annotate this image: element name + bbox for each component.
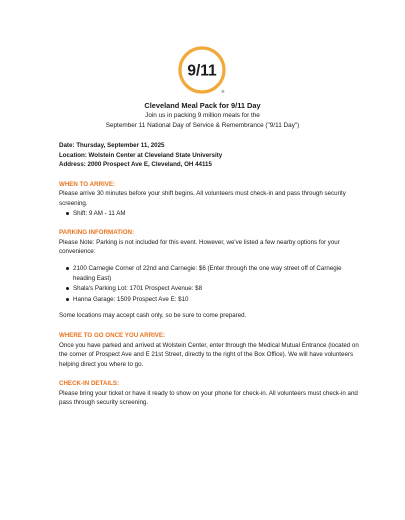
event-header	[0, 101, 405, 131]
section-where-to-go	[59, 331, 359, 369]
event-location: Location: Wolstein Center at Cleveland State University	[59, 151, 223, 159]
event-details-content	[59, 141, 359, 408]
section-heading-arrive: WHEN TO ARRIVE:	[59, 180, 116, 188]
section-heading-where: WHERE TO GO ONCE YOU ARRIVE:	[59, 331, 166, 339]
section-parking-information	[59, 228, 359, 321]
checkin-text: Please bring your ticket or have it ready to show on your phone for check-in. All volunteers must check-in and pass through security screening.	[59, 389, 358, 407]
parking-option: Hanna Garage: 1509 Prospect Ave E: $10	[73, 295, 359, 305]
parking-option: 2100 Carnegie Corner of 22nd and Carnegie: $6 (Enter through the one way street off of Carnegie heading East)	[73, 264, 359, 283]
event-subtitle-line-2: September 11 National Day of Service & Remembrance ("9/11 Day")	[105, 122, 300, 129]
section-heading-checkin: CHECK-IN DETAILS:	[59, 380, 120, 388]
shift-list	[59, 209, 359, 219]
event-subtitle-line-1: Join us in packing 9 million meals for the	[145, 112, 260, 119]
event-date: Date: Thursday, September 11, 2025	[59, 142, 165, 149]
shift-item: Shift: 9 AM - 11 AM	[73, 209, 359, 219]
parking-options-list	[59, 264, 359, 304]
section-check-in	[59, 379, 359, 408]
event-address: Address: 2000 Prospect Ave E, Cleveland, OH 44115	[59, 161, 212, 169]
where-text: Once you have parked and arrived at Wolstein Center, enter through the Medical Mutual Entrance (located on the corner of Prospect Ave and E 21st Street, directly to the right of the Box Office). We will have volunteers helping direct you where to go.	[59, 341, 359, 368]
parking-option: Shala's Parking Lot: 1701 Prospect Avenue: $8	[73, 284, 359, 294]
section-heading-parking: PARKING INFORMATION:	[59, 229, 135, 237]
logo-registered-mark: ®	[221, 89, 225, 94]
event-title: Cleveland Meal Pack for 9/11 Day	[144, 101, 261, 110]
arrive-text: Please arrive 30 minutes before your shift begins. All volunteers must check-in and pass through security screening.	[59, 190, 346, 207]
section-when-to-arrive	[59, 180, 359, 218]
logo-text: 9/11	[187, 62, 217, 80]
parking-cash-note: Some locations may accept cash only, so be sure to come prepared.	[59, 312, 247, 320]
logo-ring-icon	[176, 44, 228, 96]
911-day-logo	[176, 44, 228, 96]
parking-text: Please Note: Parking is not included for this event. However, we've listed a few nearby options for your convenience:	[59, 238, 340, 256]
event-details	[59, 141, 359, 170]
